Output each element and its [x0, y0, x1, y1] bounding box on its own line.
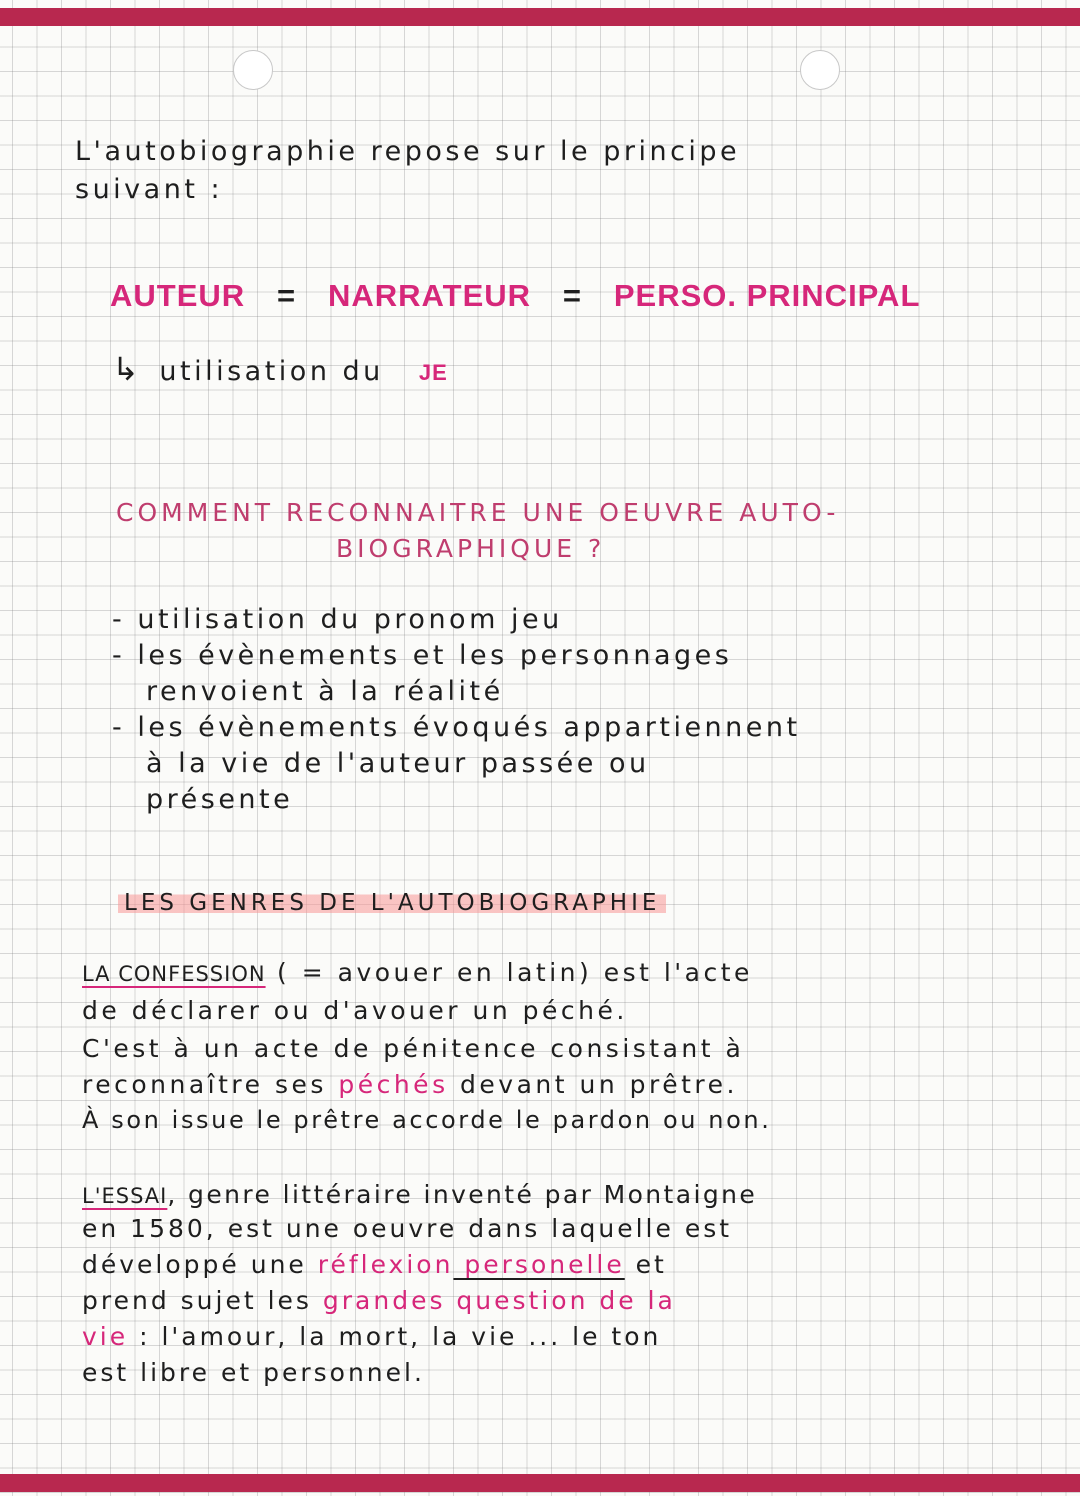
question-heading-line-2: BIOGRAPHIQUE ?	[336, 534, 606, 563]
criteria-line-1: - utilisation du pronom jeu	[112, 604, 563, 635]
author-label: AUTEUR	[110, 278, 246, 313]
top-margin-band	[0, 8, 1080, 26]
essai-line-5-rest: : l'amour, la mort, la vie ... le ton	[128, 1322, 662, 1351]
essai-reflexion-word: réflexion	[317, 1250, 454, 1279]
confession-line-1	[82, 958, 753, 987]
equals-sign-1: =	[277, 278, 297, 313]
genres-heading	[118, 890, 666, 916]
essai-line-3-a: développé une	[82, 1250, 318, 1279]
usage-text: utilisation du	[159, 356, 384, 387]
criteria-line-2: - les évènements et les personnages	[112, 640, 733, 671]
criteria-line-6: présente	[146, 784, 294, 815]
bottom-margin-band	[0, 1474, 1080, 1492]
essai-line-5	[82, 1322, 661, 1351]
essai-line-1	[82, 1180, 757, 1209]
usage-row	[112, 350, 448, 388]
essai-line-3	[82, 1250, 667, 1279]
punch-hole-right	[800, 50, 840, 90]
confession-term: LA CONFESSION	[82, 962, 266, 986]
equation-row	[110, 278, 920, 314]
essai-life-word: vie	[82, 1322, 129, 1351]
arrow-icon: ↳	[112, 350, 143, 388]
confession-line-4	[82, 1070, 738, 1099]
confession-line-4-b: devant un prêtre.	[448, 1070, 738, 1099]
criteria-line-4: - les évènements évoqués appartiennent	[112, 712, 801, 743]
essai-line-1-rest: , genre littéraire inventé par Montaigne	[167, 1180, 758, 1209]
essai-line-4-a: prend sujet les	[82, 1286, 323, 1315]
confession-line-2: de déclarer ou d'avouer un péché.	[82, 996, 628, 1025]
criteria-line-5: à la vie de l'auteur passée ou	[146, 748, 650, 779]
genres-heading-text: LES GENRES DE L'AUTOBIOGRAPHIE	[118, 890, 666, 916]
punch-hole-left	[233, 50, 273, 90]
essai-term: L'ESSAI	[82, 1184, 168, 1208]
question-heading-line-1: COMMENT RECONNAITRE UNE OEUVRE AUTO-	[116, 498, 840, 527]
confession-line-3: C'est à un acte de pénitence consistant à	[82, 1034, 745, 1063]
criteria-line-3: renvoient à la réalité	[146, 676, 504, 707]
confession-sins-word: péchés	[338, 1070, 449, 1099]
essai-line-4	[82, 1286, 676, 1315]
narrator-label: NARRATEUR	[328, 278, 532, 313]
pronoun-je: JE	[418, 360, 448, 385]
confession-line-1-rest: ( = avouer en latin) est l'acte	[265, 958, 753, 987]
essai-line-3-b: et	[624, 1250, 667, 1279]
essai-personnelle-word: personelle	[453, 1250, 625, 1279]
confession-line-4-a: reconnaître ses	[82, 1070, 339, 1099]
main-character-label: PERSO. PRINCIPAL	[613, 278, 921, 313]
intro-line-2: suivant :	[75, 174, 224, 205]
essai-big-questions: grandes question de la	[322, 1286, 676, 1315]
confession-line-5: À son issue le prêtre accorde le pardon ou non.	[82, 1106, 772, 1134]
essai-line-2: en 1580, est une oeuvre dans laquelle est	[82, 1214, 733, 1243]
equals-sign-2: =	[562, 278, 582, 313]
essai-line-6: est libre et personnel.	[82, 1358, 425, 1387]
intro-line-1: L'autobiographie repose sur le principe	[75, 136, 741, 167]
